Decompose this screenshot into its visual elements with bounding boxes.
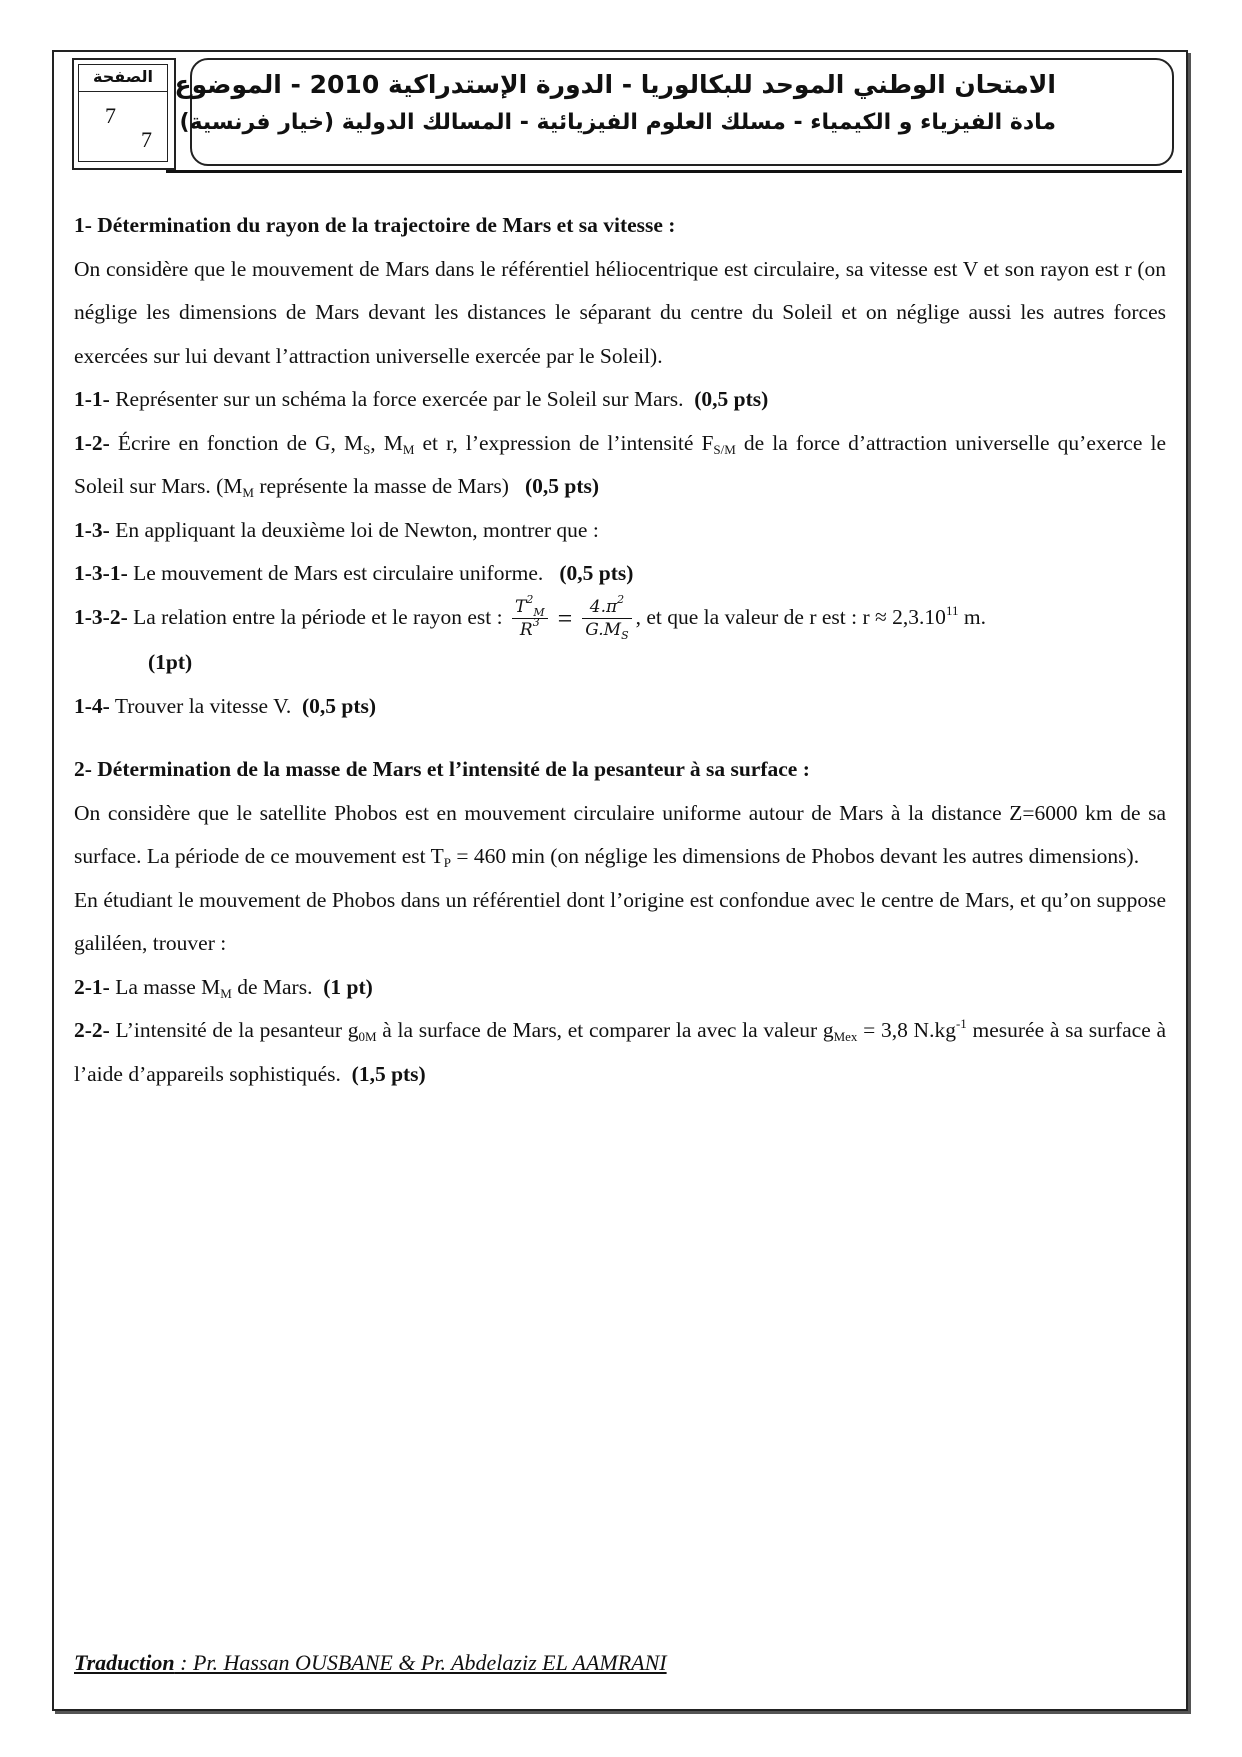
exam-content [74, 204, 1166, 1096]
question-number: 1-2- [74, 430, 110, 455]
question-text: Représenter sur un schéma la force exercée par le Soleil sur Mars. [115, 387, 684, 411]
superscript: 2 [617, 593, 625, 607]
part1-heading: 1- Détermination du rayon de la trajectoire de Mars et sa vitesse : [74, 213, 676, 237]
question-points: (1pt) [148, 650, 193, 675]
fraction-denominator: R [519, 620, 533, 641]
page-number: 7 [105, 103, 116, 128]
exam-subject: مادة الفيزياء و الكيمياء - مسلك العلوم الفيزيائية - المسالك الدولية (خيار فرنسية) [179, 110, 1056, 135]
subscript: M [242, 485, 254, 500]
question-number: 1-3- [74, 517, 110, 542]
question-points: (0,5 pts) [525, 474, 600, 498]
question-text: La relation entre la période et le rayon est : [133, 604, 503, 629]
part2-intro [74, 792, 1166, 879]
question-2-2 [74, 1009, 1166, 1096]
question-text: de Mars. [231, 974, 313, 999]
subscript: S/M [713, 441, 736, 457]
question-points: (0,5 pts) [301, 693, 377, 718]
page-label: الصفحة [79, 65, 167, 92]
translation-credit [74, 1650, 667, 1676]
question-1-2 [74, 422, 1166, 509]
question-number: 1-1- [74, 387, 110, 411]
fraction-numerator: 4.π [589, 597, 618, 618]
equals-sign: = [557, 603, 573, 633]
subscript: M [533, 606, 545, 620]
question-1-3-2-points-line [74, 641, 1166, 685]
question-text: La masse M [115, 974, 221, 999]
part2-intro-2: En étudiant le mouvement de Phobos dans un référentiel dont l’origine est confondue avec le centre de Mars, et qu’on suppose galiléen, trouver : [74, 887, 1166, 956]
subscript: M [220, 985, 232, 1001]
subscript: Mex [833, 1029, 858, 1045]
question-text: Le mouvement de Mars est circulaire uniforme. [133, 561, 544, 585]
question-points: (1 pt) [323, 974, 373, 999]
fraction-constant [582, 593, 631, 643]
question-number: 2-2- [74, 1018, 110, 1043]
exam-header [174, 58, 1174, 166]
header-divider [166, 170, 1182, 173]
question-number: 1-4- [74, 693, 110, 718]
question-text: Écrire en fonction de G, M [117, 430, 364, 455]
question-text: de la force d’attraction universelle qu’exerce le Soleil sur Mars. (M [74, 430, 1166, 498]
question-text: Trouver la vitesse V. [114, 693, 292, 718]
question-text: , et que la valeur de r est : r ≈ 2,3.10 [635, 604, 946, 629]
superscript: -1 [955, 1016, 967, 1032]
question-points: (0,5 pts) [559, 561, 634, 585]
question-number: 1-3-2- [74, 604, 128, 629]
subscript: 0M [358, 1029, 377, 1045]
paragraph-text: On considère que le satellite Phobos est en mouvement circulaire uniforme autour de Mars à la distance Z=6000 km de sa surface. La période de ce mouvement est T [74, 800, 1166, 869]
question-text: En appliquant la deuxième loi de Newton, montrer que : [115, 517, 599, 542]
fraction-numerator: T [515, 597, 527, 618]
question-text: , M [370, 430, 403, 455]
question-text: représente la masse de Mars) [253, 474, 509, 498]
paragraph-text: = 460 min (on néglige les dimensions de Phobos devant les autres dimensions). [450, 844, 1140, 869]
superscript: 11 [945, 602, 959, 618]
question-text: L’intensité de la pesanteur g [115, 1018, 359, 1043]
superscript: 2 [526, 593, 534, 607]
question-number: 2-1- [74, 974, 110, 999]
subscript: S [621, 629, 629, 643]
question-2-1 [74, 966, 1166, 1010]
question-1-4 [74, 685, 1166, 729]
question-points: (1,5 pts) [351, 1061, 426, 1086]
subscript: P [443, 855, 451, 871]
part2-heading: 2- Détermination de la masse de Mars et l’intensité de la pesanteur à sa surface : [74, 757, 810, 782]
part1-intro: On considère que le mouvement de Mars dans le référentiel héliocentrique est circulaire, sa vitesse est V et son rayon est r (on néglige les dimensions de Mars devant les distances le séparant du centre du Soleil et on néglige aussi les autres forces exercées sur lui devant l’attraction universelle exercée par le Soleil). [74, 256, 1166, 368]
question-1-3-2 [74, 593, 1166, 643]
question-text: m. [958, 604, 986, 629]
fraction-period-radius [512, 593, 548, 641]
question-1-1 [74, 378, 1166, 422]
page-number-box [72, 58, 176, 170]
credit-text: : Pr. Hassan OUSBANE & Pr. Abdelaziz EL AAMRANI [174, 1650, 667, 1675]
question-points: (0,5 pts) [694, 387, 769, 411]
subscript: S [363, 441, 371, 457]
credit-label: Traduction [74, 1650, 175, 1675]
question-1-3-1 [74, 552, 1166, 596]
fraction-denominator: G.M [585, 620, 622, 641]
question-1-3 [74, 509, 1166, 553]
question-number: 1-3-1- [74, 561, 128, 585]
superscript: 3 [532, 616, 540, 630]
section-gap [74, 728, 1166, 748]
question-text: = 3,8 N.kg [857, 1018, 956, 1043]
question-text: à la surface de Mars, et comparer la avec la valeur g [376, 1018, 834, 1043]
question-text: et r, l’expression de l’intensité F [414, 430, 714, 455]
question-text: mesurée à sa surface à l’aide d’appareils sophistiqués. [74, 1018, 1167, 1086]
subscript: M [402, 441, 415, 457]
exam-title: الامتحان الوطني الموحد للبكالوريا - الدورة الإستدراكية 2010 - الموضوع [174, 70, 1056, 99]
page-total: 7 [141, 127, 152, 152]
